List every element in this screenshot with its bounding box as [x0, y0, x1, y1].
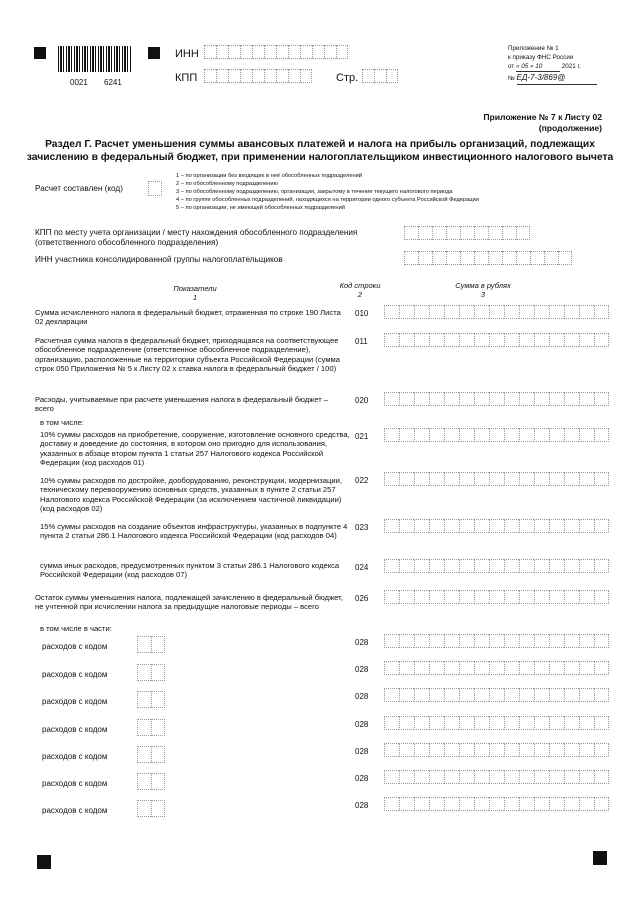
- col-sum-num: 3: [480, 290, 486, 299]
- kpp-cells[interactable]: [204, 69, 312, 83]
- row-021-code: 021: [355, 432, 369, 441]
- col-line-code: [334, 281, 386, 299]
- row-011-label: Расчетная сумма налога в федеральный бюджет, приходящаяся на соответствующее обособленное подразделение (ответственное обособленное подразделение), организацию, расположенные на территории субъекта Российской Федерации (сумма строк 050 Приложения № 5 к Листу 02 х ставка налога в федеральный бюджет / 100): [35, 336, 340, 374]
- appendix-line2: (продолжение): [538, 123, 602, 134]
- order-stamp: [508, 44, 608, 85]
- expense-row-label: расходов с кодом: [42, 725, 108, 734]
- row-011-cells[interactable]: [384, 333, 609, 347]
- expense-amount-cells[interactable]: [384, 688, 609, 702]
- expense-row-label: расходов с кодом: [42, 806, 108, 815]
- inn-label: ИНН: [175, 48, 199, 60]
- col-sum: [440, 281, 526, 299]
- inn-cells[interactable]: [204, 45, 348, 59]
- row-026-label: Остаток суммы уменьшения налога, подлежащей зачислению в федеральный бюджет, не учтенной при исчислении налога за предыдущие налоговые периоды – всего: [35, 593, 343, 612]
- stamp-number-prefix: №: [508, 75, 515, 83]
- row-020-cells[interactable]: [384, 392, 609, 406]
- expense-amount-cells[interactable]: [384, 634, 609, 648]
- expense-row-code: 028: [355, 692, 369, 701]
- calc-option-4: 4 – по группе обособленных подразделений, находящихся на территории одного субъекта Российской Федерации: [176, 197, 479, 204]
- col-indicators-num: 1: [192, 293, 198, 302]
- row-024-label: сумма иных расходов, предусмотренных пунктом 3 статьи 286.1 Налогового кодекса Российской Федерации (код расходов 07): [40, 561, 340, 580]
- stamp-date-prefix: от: [508, 63, 515, 71]
- kpp-place-label: КПП по месту учета организации / месту нахождения обособленного подразделения (ответственного обособленного подразделения): [35, 228, 358, 248]
- expense-row-label: расходов с кодом: [42, 752, 108, 761]
- expense-code-cells[interactable]: [137, 746, 165, 763]
- stamp-line3: [508, 62, 608, 72]
- page-cells[interactable]: [362, 69, 398, 83]
- stamp-line1: Приложение № 1: [508, 45, 559, 52]
- expense-code-cells[interactable]: [137, 636, 165, 653]
- calc-option-5: 5 – по организации, не имеющей обособленных подразделений: [176, 205, 345, 212]
- barcode-number-right: 6241: [104, 78, 122, 87]
- in-that-number-label: в том числе:: [40, 418, 84, 427]
- in-that-number-part-label: в том числе в части:: [40, 624, 112, 633]
- corner-marker-top-mid: [148, 47, 160, 59]
- expense-amount-cells[interactable]: [384, 661, 609, 675]
- expense-row-code: 028: [355, 638, 369, 647]
- inn-group-label: ИНН участника консолидированной группы налогоплательщиков: [35, 255, 283, 264]
- expense-row-code: 028: [355, 747, 369, 756]
- col-line-code-label: Код строки: [339, 281, 381, 290]
- expense-code-cells[interactable]: [137, 664, 165, 681]
- row-010-code: 010: [355, 309, 369, 318]
- expense-code-cells[interactable]: [137, 800, 165, 817]
- kpp-label: КПП: [175, 72, 198, 84]
- expense-row-label: расходов с кодом: [42, 670, 108, 679]
- row-010-label: Сумма исчисленного налога в федеральный бюджет, отраженная по строке 190 Листа 02 декларации: [35, 308, 341, 327]
- corner-marker-top-left: [34, 47, 46, 59]
- expense-row-label: расходов с кодом: [42, 697, 108, 706]
- row-023-cells[interactable]: [384, 519, 609, 533]
- appendix-line1: Приложение № 7 к Листу 02: [483, 112, 602, 122]
- expense-row-label: расходов с кодом: [42, 779, 108, 788]
- row-023-label: 15% суммы расходов на создание объектов инфраструктуры, указанных в подпункте 4 пункта 2 статьи 286.1 Налогового кодекса Российской Федерации (код расходов 04): [40, 522, 348, 541]
- appendix-heading: [483, 112, 602, 134]
- page-label: Стр.: [336, 72, 359, 84]
- row-010-cells[interactable]: [384, 305, 609, 319]
- row-020-code: 020: [355, 396, 369, 405]
- stamp-line2: к приказу ФНС России: [508, 54, 574, 62]
- row-022-cells[interactable]: [384, 472, 609, 486]
- calc-option-1: 1 – по организации без входящих в неё обособленных подразделений: [176, 173, 362, 179]
- row-026-cells[interactable]: [384, 590, 609, 604]
- row-022-code: 022: [355, 476, 369, 485]
- stamp-line4: [508, 72, 608, 85]
- barcode: [58, 46, 132, 72]
- expense-row-code: 028: [355, 665, 369, 674]
- calc-option-2: 2 – по обособленному подразделению: [176, 181, 278, 188]
- row-022-label: 10% суммы расходов по достройке, дооборудованию, реконструкции, модернизации, техническому перевооружению основных средств, указанных в пункте 2 статьи 257 Налогового кодекса Российской Федерации (за исключением частичной ликвидации) (код расходов 02): [40, 476, 342, 514]
- row-011-code: 011: [355, 337, 368, 346]
- barcode-number-left: 0021: [70, 78, 88, 87]
- calc-prepared-cell[interactable]: [148, 181, 162, 196]
- col-indicators-label: Показатели: [173, 284, 217, 293]
- stamp-number: ЕД-7-3/869@: [517, 72, 597, 85]
- row-020-label: Расходы, учитываемые при расчете уменьшения налога в федеральный бюджет – всего: [35, 395, 329, 414]
- row-024-cells[interactable]: [384, 559, 609, 573]
- section-title: Раздел Г. Расчет уменьшения суммы авансовых платежей и налога на прибыль организаций, подлежащих зачислению в федеральный бюджет, при применении налогоплательщиком инвестиционного налогового вычета: [26, 139, 614, 164]
- corner-marker-bottom-left: [37, 855, 51, 869]
- expense-row-code: 028: [355, 801, 369, 810]
- expense-code-cells[interactable]: [137, 773, 165, 790]
- expense-row-code: 028: [355, 774, 369, 783]
- expense-code-cells[interactable]: [137, 719, 165, 736]
- row-024-code: 024: [355, 563, 369, 572]
- col-line-code-num: 2: [357, 290, 363, 299]
- expense-amount-cells[interactable]: [384, 770, 609, 784]
- calc-options-list: [176, 172, 479, 212]
- row-021-cells[interactable]: [384, 428, 609, 442]
- col-sum-label: Сумма в рублях: [455, 281, 511, 290]
- corner-marker-bottom-right: [593, 851, 607, 865]
- row-026-code: 026: [355, 594, 369, 603]
- inn-group-cells[interactable]: [404, 251, 572, 265]
- expense-amount-cells[interactable]: [384, 716, 609, 730]
- stamp-year: 2021 г.: [561, 63, 581, 71]
- calc-option-3: 3 – по обособленному подразделению, организация, закрытому в течение текущего налогового периода: [176, 189, 453, 196]
- calc-prepared-label: Расчет составлен (код): [35, 184, 123, 193]
- expense-amount-cells[interactable]: [384, 797, 609, 811]
- expense-amount-cells[interactable]: [384, 743, 609, 757]
- expense-row-label: расходов с кодом: [42, 642, 108, 651]
- stamp-date: « 05 » 10: [516, 62, 560, 72]
- kpp-place-cells[interactable]: [404, 226, 530, 240]
- expense-row-code: 028: [355, 720, 369, 729]
- row-021-label: 10% суммы расходов на приобретение, сооружение, изготовление основного средства, доставку и доведение до состояния, в котором оно пригодно для использования, указанных в абзаце втором пункта 1 статьи 257 Налогового кодекса Российской Федерации (код расходов 01): [40, 430, 350, 468]
- row-023-code: 023: [355, 523, 369, 532]
- col-indicators: [170, 284, 220, 302]
- expense-code-cells[interactable]: [137, 691, 165, 708]
